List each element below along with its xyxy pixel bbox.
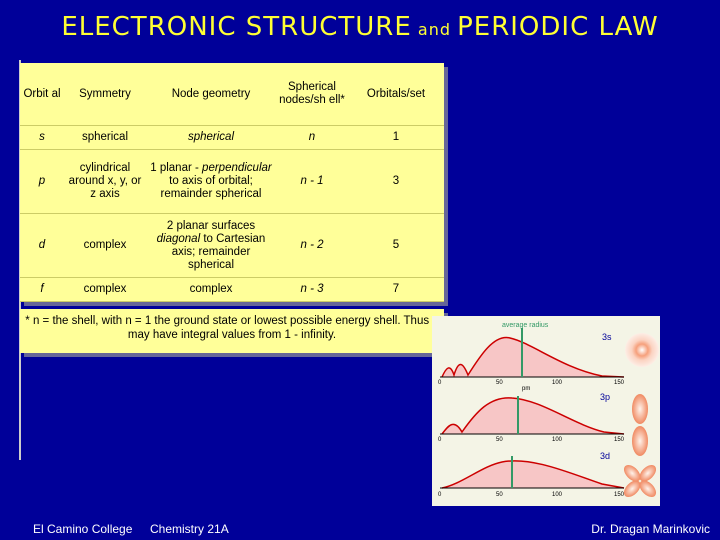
title-part2: and xyxy=(417,20,451,39)
node-text-post: to axis of orbital; remainder spherical xyxy=(160,175,262,200)
cell-orbital: d xyxy=(20,214,64,278)
tick-0: 0 xyxy=(438,492,442,498)
footer-left: El Camino College xyxy=(33,522,133,536)
node-text-em: perpendicular xyxy=(202,162,272,174)
tick-0: 0 xyxy=(438,437,442,443)
header-spherical-nodes: Spherical nodes/sh ell* xyxy=(276,63,348,126)
tick-150: 150 xyxy=(614,380,625,386)
header-orbitals-set: Orbitals/set xyxy=(348,63,444,126)
title-part3: PERIODIC LAW xyxy=(457,12,659,42)
cell-spherical-nodes: n - 1 xyxy=(276,150,348,214)
curve-3s-fill xyxy=(442,338,624,377)
cell-symmetry: cylindrical around x, y, or z axis xyxy=(64,150,146,214)
tick-150: 150 xyxy=(614,492,625,498)
page-title xyxy=(0,12,720,42)
cell-orbital: f xyxy=(20,278,64,302)
tick-0: 0 xyxy=(438,380,442,386)
cell-node-geometry: complex xyxy=(146,278,276,302)
cell-symmetry: complex xyxy=(64,278,146,302)
curve-3d-fill xyxy=(442,461,624,488)
cell-symmetry: spherical xyxy=(64,126,146,150)
table-row xyxy=(20,278,444,302)
footer-center: Chemistry 21A xyxy=(150,522,229,536)
orbital-3p-lobe-top xyxy=(632,394,648,424)
cell-orbital: s xyxy=(20,126,64,150)
header-node-geometry: Node geometry xyxy=(146,63,276,126)
orbital-3p-lobe-bottom xyxy=(632,426,648,456)
cell-node-geometry xyxy=(146,214,276,278)
footnote-pre: * n = the shell, with n = 1 the ground state or lowest possible energy shell. Thus xyxy=(25,315,430,327)
label-3s: 3s xyxy=(602,332,612,342)
orbital-3s-image xyxy=(625,333,659,367)
radial-distribution-svg xyxy=(432,316,660,506)
tick-50: 50 xyxy=(496,380,503,386)
tick-100: 100 xyxy=(552,437,563,443)
axis-unit: pm xyxy=(522,386,531,392)
title-part1: ELECTRONIC STRUCTURE xyxy=(61,12,412,42)
cell-spherical-nodes: n xyxy=(276,126,348,150)
cell-orbitals-set: 3 xyxy=(348,150,444,214)
footnote-post: may have integral values from 1 - infinity. xyxy=(127,329,337,341)
cell-orbital: p xyxy=(20,150,64,214)
table-header-row xyxy=(20,63,444,126)
tick-100: 100 xyxy=(552,492,563,498)
cell-symmetry: complex xyxy=(64,214,146,278)
label-3p: 3p xyxy=(600,392,611,402)
tick-150: 150 xyxy=(614,437,625,443)
node-text-em: diagonal xyxy=(156,232,201,245)
cell-node-geometry xyxy=(146,150,276,214)
footer-right: Dr. Dragan Marinkovic xyxy=(591,522,710,536)
cell-spherical-nodes: n - 2 xyxy=(276,214,348,278)
table-row xyxy=(20,214,444,278)
footnote xyxy=(20,309,444,353)
average-radius-label: average radius xyxy=(502,322,549,329)
node-text-pre: 2 planar surfaces xyxy=(166,219,256,232)
cell-orbitals-set: 1 xyxy=(348,126,444,150)
radial-distribution-figure xyxy=(432,316,660,506)
table-row xyxy=(20,150,444,214)
label-3d: 3d xyxy=(600,451,611,461)
tick-50: 50 xyxy=(496,492,503,498)
cell-orbitals-set: 7 xyxy=(348,278,444,302)
node-text-pre: 1 planar - xyxy=(150,162,199,174)
cell-node-geometry: spherical xyxy=(146,126,276,150)
header-orbital: Orbit al xyxy=(20,63,64,126)
cell-spherical-nodes: n - 3 xyxy=(276,278,348,302)
tick-50: 50 xyxy=(496,437,503,443)
header-symmetry: Symmetry xyxy=(64,63,146,126)
tick-100: 100 xyxy=(552,380,563,386)
cell-orbitals-set: 5 xyxy=(348,214,444,278)
table-row xyxy=(20,126,444,150)
orbital-table xyxy=(20,63,444,302)
node-text-post: to Cartesian axis; remainder spherical xyxy=(171,232,266,271)
